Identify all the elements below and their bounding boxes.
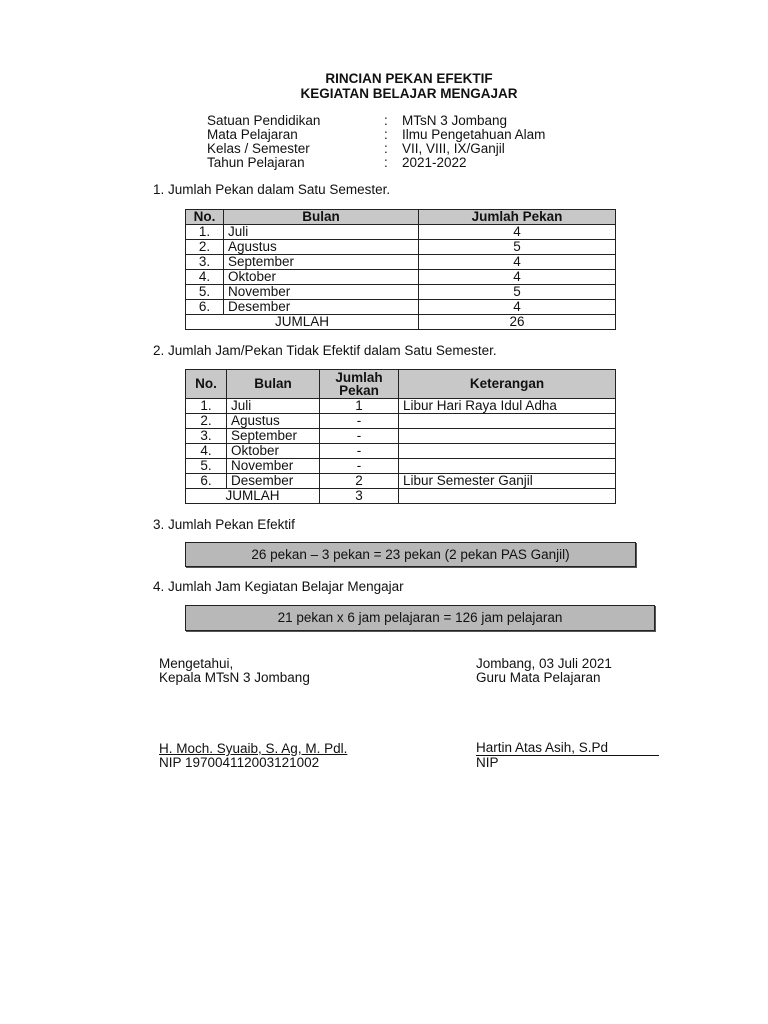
signature-right-title: Guru Mata Pelajaran <box>476 670 601 685</box>
table-row <box>186 240 616 255</box>
cell-pekan: 5 <box>419 240 616 255</box>
total-keterangan <box>399 489 616 504</box>
info-label: Tahun Pelajaran <box>207 155 305 170</box>
cell-no: 4. <box>186 444 227 459</box>
cell-no: 3. <box>186 429 227 444</box>
table-row <box>186 474 616 489</box>
info-colon: : <box>384 127 388 142</box>
cell-bulan: Agustus <box>227 414 320 429</box>
cell-bulan: September <box>227 429 320 444</box>
cell-no: 5. <box>186 459 227 474</box>
total-value: 3 <box>320 489 399 504</box>
cell-pekan: 5 <box>419 285 616 300</box>
cell-pekan: 1 <box>320 399 399 414</box>
table-row <box>186 459 616 474</box>
cell-pekan: 2 <box>320 474 399 489</box>
total-label: JUMLAH <box>186 315 419 330</box>
cell-keterangan: Libur Hari Raya Idul Adha <box>399 399 616 414</box>
signature-right-nip: NIP <box>476 755 499 770</box>
header-keterangan: Keterangan <box>399 370 616 399</box>
cell-no: 2. <box>186 414 227 429</box>
cell-pekan: - <box>320 444 399 459</box>
info-label: Mata Pelajaran <box>207 127 298 142</box>
cell-pekan: - <box>320 414 399 429</box>
header-jumlah-pekan <box>320 370 399 399</box>
info-label: Kelas / Semester <box>207 141 310 156</box>
table-row <box>186 444 616 459</box>
header-jumlah-line: Jumlah <box>335 370 383 385</box>
info-value: 2021-2022 <box>402 155 467 170</box>
info-colon: : <box>384 155 388 170</box>
cell-pekan: - <box>320 459 399 474</box>
cell-pekan: 4 <box>419 225 616 240</box>
cell-pekan: 4 <box>419 255 616 270</box>
signature-left-nip: NIP 197004112003121002 <box>159 755 320 770</box>
signature-right-place-date: Jombang, 03 Juli 2021 <box>476 656 612 671</box>
table-row <box>186 300 616 315</box>
cell-no: 1. <box>186 225 224 240</box>
table-row <box>186 225 616 240</box>
info-value: VII, VIII, IX/Ganjil <box>402 141 505 156</box>
cell-no: 3. <box>186 255 224 270</box>
cell-bulan: Oktober <box>224 270 419 285</box>
signature-left-greeting: Mengetahui, <box>159 656 234 671</box>
header-bulan: Bulan <box>224 210 419 225</box>
cell-no: 1. <box>186 399 227 414</box>
cell-bulan: November <box>224 285 419 300</box>
cell-bulan: Desember <box>224 300 419 315</box>
header-jumlah-pekan: Jumlah Pekan <box>419 210 616 225</box>
section1-heading: 1. Jumlah Pekan dalam Satu Semester. <box>153 182 391 197</box>
info-label: Satuan Pendidikan <box>207 113 321 128</box>
section4-heading: 4. Jumlah Jam Kegiatan Belajar Mengajar <box>153 579 404 594</box>
section3-heading: 3. Jumlah Pekan Efektif <box>153 517 295 532</box>
table-row <box>186 414 616 429</box>
table-row <box>186 285 616 300</box>
cell-bulan: Desember <box>227 474 320 489</box>
total-label: JUMLAH <box>186 489 320 504</box>
cell-pekan: 4 <box>419 300 616 315</box>
header-no: No. <box>186 370 227 399</box>
cell-keterangan <box>399 459 616 474</box>
signature-left-title: Kepala MTsN 3 Jombang <box>159 670 310 685</box>
cell-no: 6. <box>186 300 224 315</box>
cell-keterangan <box>399 414 616 429</box>
header-pekan-line: Pekan <box>339 383 379 398</box>
cell-bulan: Juli <box>224 225 419 240</box>
signature-right-name: Hartin Atas Asih, S.Pd <box>476 741 659 756</box>
lesson-hours-box: 21 pekan x 6 jam pelajaran = 126 jam pelajaran <box>185 605 655 631</box>
table-total-row <box>186 315 616 330</box>
info-value: MTsN 3 Jombang <box>402 113 508 128</box>
document-title: RINCIAN PEKAN EFEKTIF <box>325 71 493 86</box>
cell-keterangan: Libur Semester Ganjil <box>399 474 616 489</box>
table-row <box>186 429 616 444</box>
section2-heading: 2. Jumlah Jam/Pekan Tidak Efektif dalam Satu Semester. <box>153 343 497 358</box>
cell-no: 5. <box>186 285 224 300</box>
cell-no: 2. <box>186 240 224 255</box>
info-value: Ilmu Pengetahuan Alam <box>402 127 546 142</box>
header-no: No. <box>186 210 224 225</box>
header-bulan: Bulan <box>227 370 320 399</box>
table-header-row <box>186 370 616 399</box>
cell-keterangan <box>399 429 616 444</box>
cell-no: 6. <box>186 474 227 489</box>
cell-bulan: Juli <box>227 399 320 414</box>
signature-left-name: H. Moch. Syuaib, S. Ag, M. Pdl. <box>159 741 348 756</box>
cell-bulan: November <box>227 459 320 474</box>
non-effective-table <box>185 369 616 504</box>
effective-weeks-box: 26 pekan – 3 pekan = 23 pekan (2 pekan PAS Ganjil) <box>185 542 636 567</box>
table-total-row <box>186 489 616 504</box>
table-row <box>186 270 616 285</box>
cell-bulan: Oktober <box>227 444 320 459</box>
info-colon: : <box>384 141 388 156</box>
table-row <box>186 399 616 414</box>
cell-keterangan <box>399 444 616 459</box>
table-header-row <box>186 210 616 225</box>
weeks-table <box>185 209 616 330</box>
document-subtitle: KEGIATAN BELAJAR MENGAJAR <box>300 86 518 101</box>
cell-pekan: 4 <box>419 270 616 285</box>
table-row <box>186 255 616 270</box>
cell-bulan: Agustus <box>224 240 419 255</box>
info-colon: : <box>384 113 388 128</box>
cell-pekan: - <box>320 429 399 444</box>
cell-no: 4. <box>186 270 224 285</box>
cell-bulan: September <box>224 255 419 270</box>
total-value: 26 <box>419 315 616 330</box>
